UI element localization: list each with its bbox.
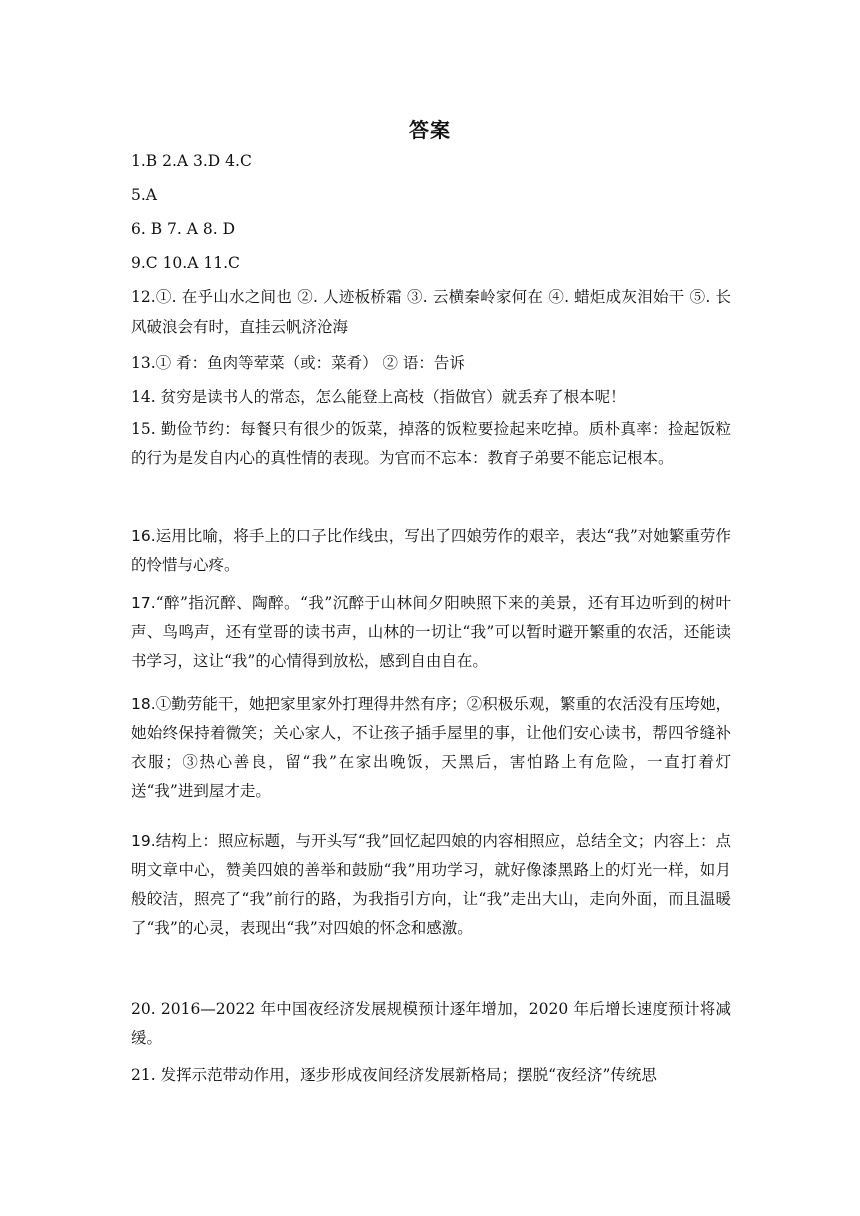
answer-20: 20. 2016—2022 年中国夜经济发展规模预计逐年增加，2020 年后增长速度预计将减缓。: [131, 1000, 731, 1047]
answer-18-text: ①勤劳能干，她把家里家外打理得井然有序；②积极乐观，繁重的农活没有压垮她，她始终保持着微笑；关心家人，不让孩子插手屋里的事，让他们安心读书，帮四爷缝补衣服；③热心善良，留“我”在家出晚饭，天黑后，害怕路上有危险，一直打着灯送“我”进到屋才走。: [131, 695, 731, 800]
answer-19: [131, 827, 731, 943]
answer-line-9-11: 9.C 10.A 11.C: [131, 254, 240, 272]
answer-16-text: 运用比喻，将手上的口子比作线虫，写出了四娘劳作的艰辛，表达“我”对她繁重劳作的怜惜与心疼。: [131, 527, 731, 574]
answer-18-number: 18.: [131, 695, 156, 713]
answer-17-number: 17.: [131, 594, 156, 612]
answer-12: 12.①. 在乎山水之间也 ②. 人迹板桥霜 ③. 云横秦岭家何在 ④. 蜡炬成灰泪始干 ⑤. 长风破浪会有时，直挂云帆济沧海: [131, 288, 731, 336]
page-title: 答案: [409, 118, 451, 142]
answer-14: 14. 贫穷是读书人的常态，怎么能登上高枝（指做官）就丢弃了根本呢！: [131, 388, 626, 406]
answer-line-1-4: 1.B 2.A 3.D 4.C: [131, 152, 252, 170]
answer-19-text: 结构上：照应标题，与开头写“我”回忆起四娘的内容相照应，总结全文；内容上：点明文章中心，赞美四娘的善举和鼓励“我”用功学习，就好像漆黑路上的灯光一样，如月般皎洁，照亮了“我”前行的路，为我指引方向，让“我”走出大山，走向外面，而且温暖了“我”的心灵，表现出“我”对四娘的怀念和感激。: [131, 832, 731, 937]
answer-15: 15. 勤俭节约：每餐只有很少的饭菜，掉落的饭粒要捡起来吃掉。质朴真率：捡起饭粒的行为是发自内心的真性情的表现。为官而不忘本：教育子弟要不能忘记根本。: [131, 420, 731, 467]
answer-16-number: 16.: [131, 527, 156, 545]
answer-line-6-8: 6. B 7. A 8. D: [131, 220, 236, 238]
answer-19-number: 19.: [131, 832, 156, 850]
answer-line-5: 5.A: [131, 186, 157, 204]
answer-13: 13.① 肴：鱼肉等荤菜（或：菜肴） ② 语：告诉: [131, 354, 465, 372]
answer-16: [131, 522, 731, 580]
answer-17: [131, 589, 731, 676]
answer-18: [131, 690, 731, 806]
answer-21: 21. 发挥示范带动作用，逐步形成夜间经济发展新格局；摆脱“夜经济”传统思: [131, 1066, 657, 1084]
answer-17-text: “醉”指沉醉、陶醉。“我”沉醉于山林间夕阳映照下来的美景，还有耳边听到的树叶声、鸟鸣声，还有堂哥的读书声，山林的一切让“我”可以暂时避开繁重的农活，还能读书学习，这让“我”的心情得到放松，感到自由自在。: [131, 594, 731, 670]
